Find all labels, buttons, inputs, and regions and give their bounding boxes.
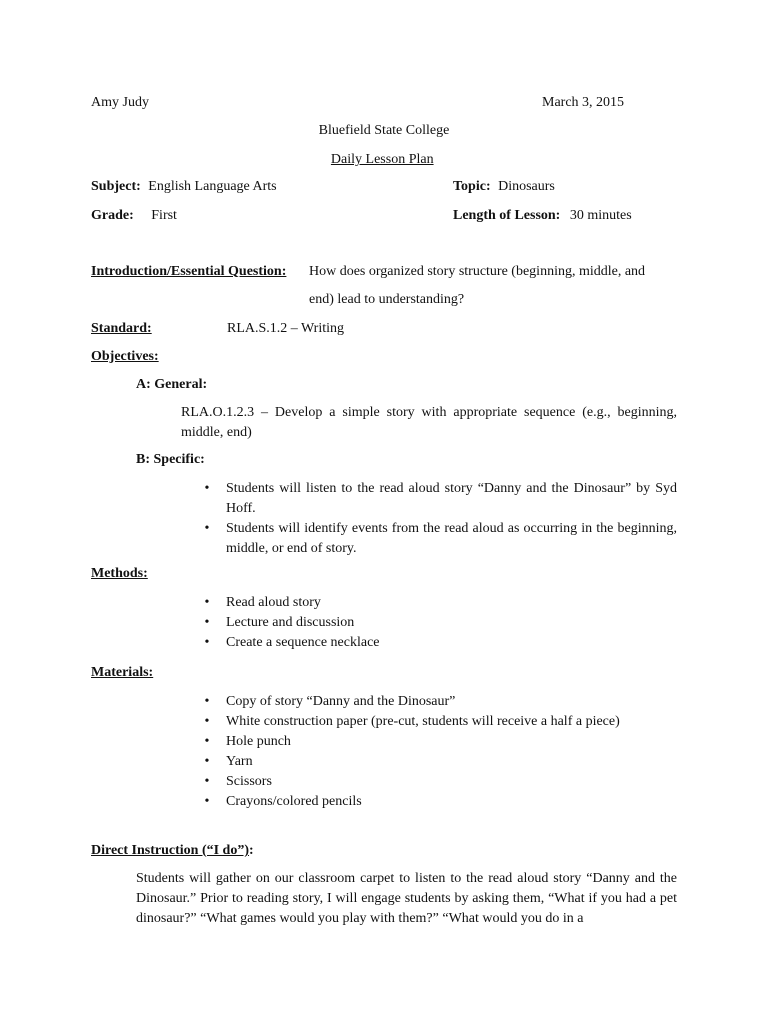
document-title [0, 151, 768, 169]
list-item [202, 479, 677, 519]
subject-row [91, 178, 277, 196]
bullet-icon: • [204, 774, 210, 789]
author-name: Amy Judy [91, 95, 149, 110]
document-title-text: Daily Lesson Plan [330, 152, 434, 167]
topic-row [453, 178, 555, 196]
subject-label: Subject: [91, 179, 141, 194]
bullet-icon: • [204, 734, 210, 749]
general-objective-label: A: General: [136, 377, 208, 392]
standard-label: Standard: [91, 321, 152, 336]
bullet-icon: • [204, 615, 210, 630]
document-date: March 3, 2015 [542, 95, 625, 110]
methods-list [202, 593, 677, 653]
bullet-icon: • [204, 754, 210, 769]
school-name: Bluefield State College [318, 123, 450, 138]
bullet-icon: • [204, 595, 210, 610]
list-item-text: Create a sequence necklace [226, 635, 380, 650]
standard-value: RLA.S.1.2 – Writing [227, 321, 345, 336]
list-item-text: Students will listen to the read aloud story “Danny and the Dinosaur” by Syd Hoff. [226, 481, 677, 516]
subject-value: English Language Arts [148, 179, 277, 194]
list-item [202, 519, 677, 559]
general-objective-text: RLA.O.1.2.3 – Develop a simple story with appropriate sequence (e.g., beginning, middle, end) [181, 405, 677, 440]
direct-instruction-heading [91, 842, 254, 860]
direct-instruction-heading-text: Direct Instruction (“I do”) [91, 843, 250, 858]
list-item [202, 772, 677, 792]
list-item-text: Students will identify events from the read aloud as occurring in the beginning, middle, or end of story. [226, 521, 677, 556]
length-value: 30 minutes [569, 208, 632, 223]
list-item-text: Read aloud story [226, 595, 321, 610]
list-item [202, 712, 677, 732]
intro-question-line2: end) lead to understanding? [309, 292, 465, 307]
objectives-heading: Objectives: [91, 349, 159, 364]
direct-instruction-colon: : [249, 843, 254, 858]
list-item [202, 692, 677, 712]
materials-heading: Materials: [91, 665, 154, 680]
list-item [202, 792, 677, 812]
bullet-icon: • [204, 714, 210, 729]
list-item [202, 752, 677, 772]
grade-row [91, 207, 177, 225]
topic-label: Topic: [453, 179, 491, 194]
list-item [202, 593, 677, 613]
list-item [202, 633, 677, 653]
direct-instruction-text: Students will gather on our classroom carpet to listen to the read aloud story “Danny and the Dinosaur.” Prior to reading story, I will engage students by asking them, “What if you had a pet dinosaur?” “What games would you play with them?” “What would you do in a [136, 871, 677, 926]
list-item-text: Copy of story “Danny and the Dinosaur” [226, 694, 456, 709]
list-item-text: Crayons/colored pencils [226, 794, 362, 809]
list-item [202, 732, 677, 752]
specific-objectives-list [202, 479, 677, 559]
intro-question-line1: How does organized story structure (beginning, middle, and [309, 264, 646, 279]
specific-objective-label: B: Specific: [136, 452, 205, 467]
topic-value: Dinosaurs [498, 179, 555, 194]
list-item-text: Scissors [226, 774, 272, 789]
grade-value: First [151, 208, 177, 223]
list-item-text: Lecture and discussion [226, 615, 355, 630]
intro-label: Introduction/Essential Question: [91, 264, 287, 279]
bullet-icon: • [204, 794, 210, 809]
length-row [453, 207, 632, 225]
grade-label: Grade: [91, 208, 134, 223]
materials-list [202, 692, 677, 812]
length-label: Length of Lesson: [453, 208, 561, 223]
list-item-text: Hole punch [226, 734, 291, 749]
bullet-icon: • [204, 635, 210, 650]
bullet-icon: • [204, 481, 210, 496]
methods-heading: Methods: [91, 566, 148, 581]
bullet-icon: • [204, 521, 210, 536]
bullet-icon: • [204, 694, 210, 709]
list-item [202, 613, 677, 633]
list-item-text: White construction paper (pre-cut, students will receive a half a piece) [226, 714, 620, 729]
list-item-text: Yarn [226, 754, 253, 769]
